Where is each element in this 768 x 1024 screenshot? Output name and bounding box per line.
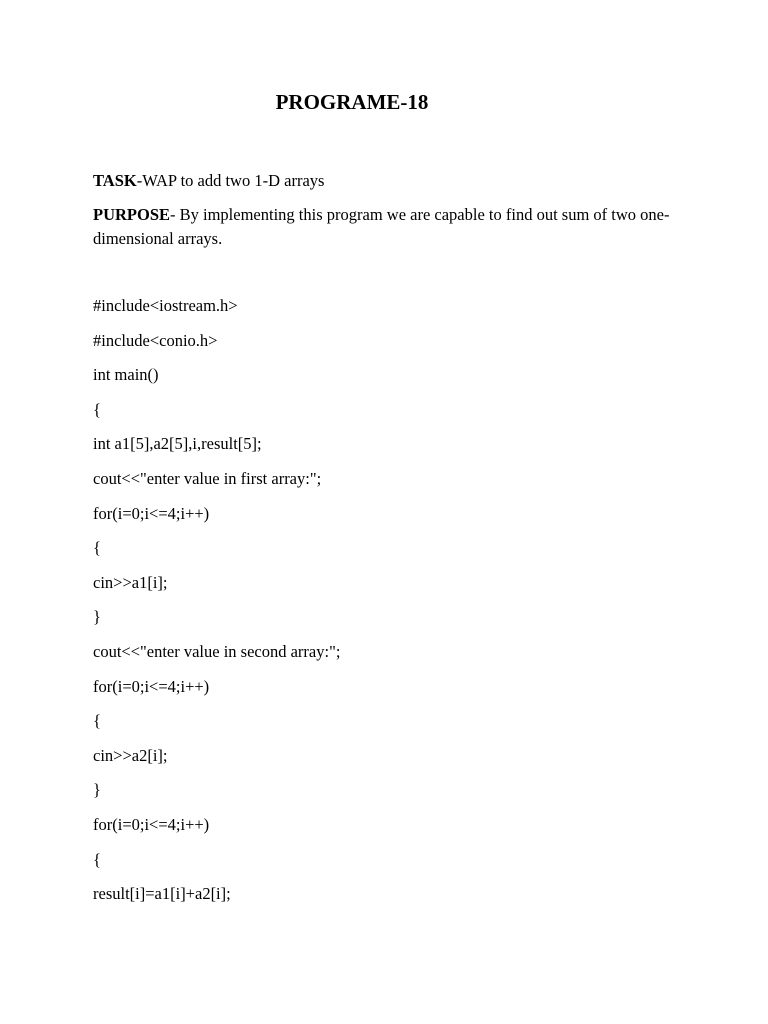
page-title: PROGRAME-18	[275, 90, 429, 114]
code-line: cin>>a2[i];	[93, 745, 168, 765]
code-line: #include<iostream.h>	[93, 296, 238, 315]
code-line: }	[93, 607, 101, 627]
code-line: cout<<"enter value in second array:";	[93, 641, 341, 661]
code-line: int main()	[93, 365, 159, 385]
code-line: {	[93, 849, 101, 869]
code-line: for(i=0;i<=4;i++)	[93, 814, 210, 834]
code-line: result[i]=a1[i]+a2[i];	[93, 884, 231, 904]
purpose-paragraph	[93, 203, 673, 251]
task-text: -WAP to add two 1-D arrays	[136, 171, 325, 190]
code-line: cout<<"enter value in first array:";	[93, 468, 322, 488]
code-line: {	[93, 538, 101, 558]
code-line: #include<conio.h>	[93, 330, 218, 350]
task-label: TASK	[93, 171, 137, 190]
code-line: cin>>a1[i];	[93, 572, 168, 592]
code-line: for(i=0;i<=4;i++)	[93, 676, 210, 696]
code-line: {	[93, 711, 101, 731]
code-line: int a1[5],a2[5],i,result[5];	[93, 434, 262, 454]
code-line: {	[93, 399, 101, 419]
code-line: for(i=0;i<=4;i++)	[93, 503, 210, 523]
task-paragraph	[93, 169, 673, 193]
code-listing	[93, 292, 673, 915]
purpose-text: - By implementing this program we are capable to find out sum of two one-dimensional arrays.	[93, 205, 670, 248]
code-line: }	[93, 780, 101, 800]
purpose-label: PURPOSE	[93, 205, 171, 224]
